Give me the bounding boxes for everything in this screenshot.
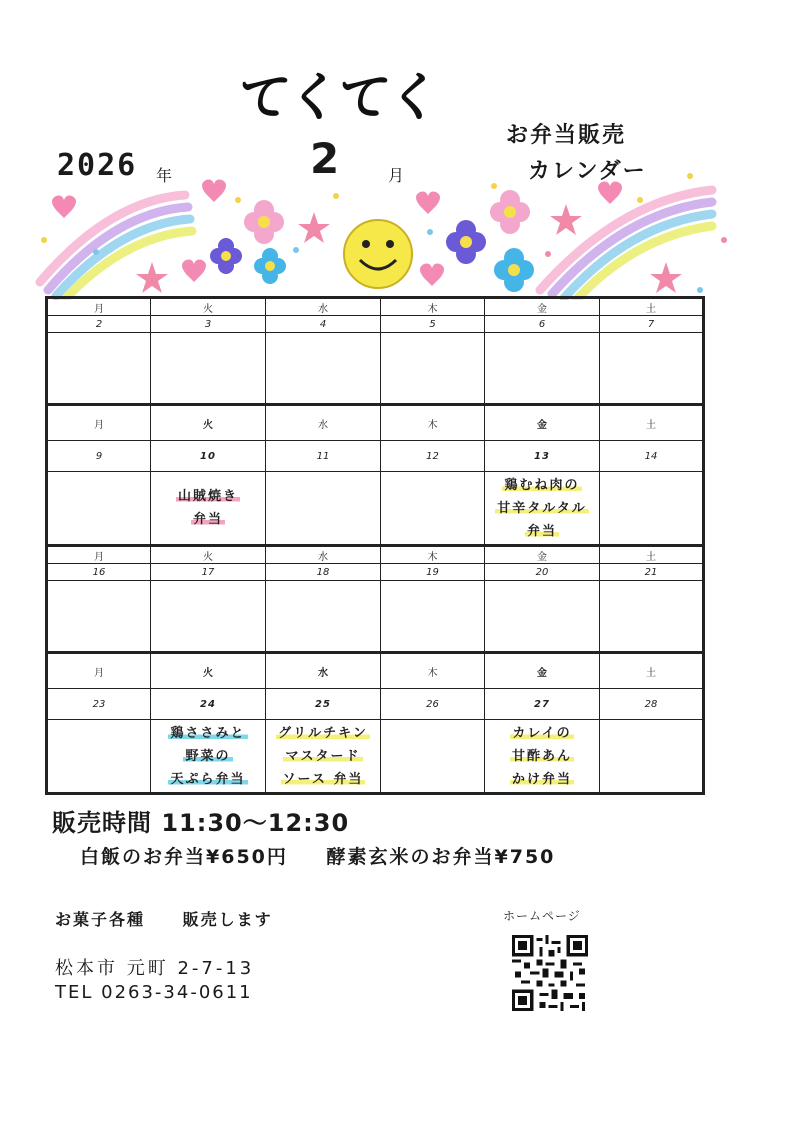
date-cell: 16 [47,564,151,581]
title-line-2: カレンダー [528,159,647,184]
sweets-label: お菓子各種 [55,910,146,929]
date-row [47,316,704,333]
menu-cell [47,333,151,405]
date-cell: 7 [600,316,704,333]
decoration-illustration [0,0,800,300]
smiley-sun-icon [344,220,412,288]
shop-phone: TEL 0263-34-0611 [55,982,253,1003]
date-row [47,689,704,720]
date-cell: 4 [266,316,381,333]
date-cell: 9 [47,441,151,472]
menu-item-line: 野菜の [185,748,231,764]
weekday-cell: 火 [151,653,266,689]
date-cell: 24 [151,689,266,720]
menu-cell [485,333,600,405]
date-cell: 21 [600,564,704,581]
date-cell: 23 [47,689,151,720]
weekday-cell: 火 [151,298,266,316]
menu-cell [47,720,151,794]
sales-hours: 販売時間 11:30〜12:30 [52,809,350,837]
weekday-cell: 金 [485,546,600,564]
menu-item-line: 弁当 [192,512,223,527]
weekday-cell: 金 [485,405,600,441]
menu-cell [47,472,151,546]
weekday-cell: 土 [600,653,704,689]
menu-cell [485,720,600,794]
date-cell: 18 [266,564,381,581]
menu-cell [381,720,485,794]
menu-cell [600,333,704,405]
lunch-calendar [45,296,705,795]
menu-row [47,472,704,546]
menu-row [47,581,704,653]
menu-cell [600,472,704,546]
sweets-notice [55,907,273,930]
date-cell: 3 [151,316,266,333]
weekday-cell: 火 [151,405,266,441]
menu-cell [266,581,381,653]
title-line-1: お弁当販売 [506,123,627,148]
weekday-row [47,653,704,689]
weekday-cell: 木 [381,546,485,564]
menu-cell [266,333,381,405]
menu-cell [600,581,704,653]
date-cell: 27 [485,689,600,720]
weekday-cell: 水 [266,298,381,316]
weekday-cell: 土 [600,298,704,316]
date-cell: 17 [151,564,266,581]
menu-cell [485,581,600,653]
weekday-cell: 水 [266,405,381,441]
weekday-cell: 月 [47,405,151,441]
menu-item-line: 鶏むね肉の [504,477,580,493]
menu-cell [381,472,485,546]
weekday-cell: 月 [47,298,151,316]
weekday-cell: 金 [485,298,600,316]
date-cell: 13 [485,441,600,472]
weekday-cell: 水 [266,653,381,689]
menu-item-line: カレイの [512,725,572,741]
price-brown-rice: 酵素玄米のお弁当¥750 [326,846,556,868]
weekday-cell: 月 [47,653,151,689]
menu-item-line: かけ弁当 [511,771,572,787]
weekday-row [47,405,704,441]
date-cell: 12 [381,441,485,472]
menu-item-line: 鶏ささみと [170,725,246,741]
flower-icon [494,248,534,292]
menu-item-line: マスタード [285,748,361,764]
date-cell: 2 [47,316,151,333]
menu-item-line: グリルチキン [278,725,368,741]
weekday-row [47,298,704,316]
flower-icon [210,238,242,274]
menu-cell [47,581,151,653]
date-cell: 14 [600,441,704,472]
menu-item-line: 天ぷら弁当 [170,771,246,787]
date-row [47,441,704,472]
menu-cell [266,472,381,546]
menu-cell [485,472,600,546]
date-cell: 25 [266,689,381,720]
date-cell: 11 [266,441,381,472]
weekday-cell: 木 [381,653,485,689]
calendar-year: 2026 [57,148,138,183]
weekday-cell: 土 [600,405,704,441]
menu-item-line: 甘酢あん [511,748,572,764]
menu-cell [381,581,485,653]
date-cell: 26 [381,689,485,720]
menu-cell [266,720,381,794]
price-white-rice: 白飯のお弁当¥650円 [80,846,288,868]
weekday-cell: 金 [485,653,600,689]
menu-cell [151,333,266,405]
flower-icon [446,220,486,264]
menu-cell [600,720,704,794]
flower-icon [244,200,284,244]
date-row [47,564,704,581]
weekday-cell: 水 [266,546,381,564]
weekday-cell: 土 [600,546,704,564]
menu-cell [381,333,485,405]
weekday-cell: 木 [381,298,485,316]
year-unit: 年 [156,166,173,185]
homepage-label: ホームページ [503,909,581,923]
calendar-month: 2 [310,134,340,183]
menu-cell [151,581,266,653]
flower-icon [254,248,286,284]
weekday-cell: 木 [381,405,485,441]
weekday-cell: 月 [47,546,151,564]
date-cell: 10 [151,441,266,472]
price-list [80,842,555,869]
sweets-sale-label: 販売します [182,910,273,929]
menu-cell [151,720,266,794]
flower-icon [490,190,530,234]
menu-item-line: ソース 弁当 [282,771,364,787]
month-unit: 月 [388,166,405,185]
weekday-row [47,546,704,564]
shop-logo: てくてく [234,68,442,128]
menu-item-line: 山賊焼き [177,489,238,504]
menu-item-line: 弁当 [526,523,557,539]
date-cell: 28 [600,689,704,720]
qr-code-icon[interactable] [512,935,588,1011]
date-cell: 20 [485,564,600,581]
date-cell: 5 [381,316,485,333]
date-cell: 19 [381,564,485,581]
menu-cell [151,472,266,546]
menu-item-line: 甘辛タルタル [497,500,587,516]
shop-address: 松本市 元町 2-7-13 [55,958,255,979]
date-cell: 6 [485,316,600,333]
menu-row [47,333,704,405]
weekday-cell: 火 [151,546,266,564]
menu-row [47,720,704,794]
